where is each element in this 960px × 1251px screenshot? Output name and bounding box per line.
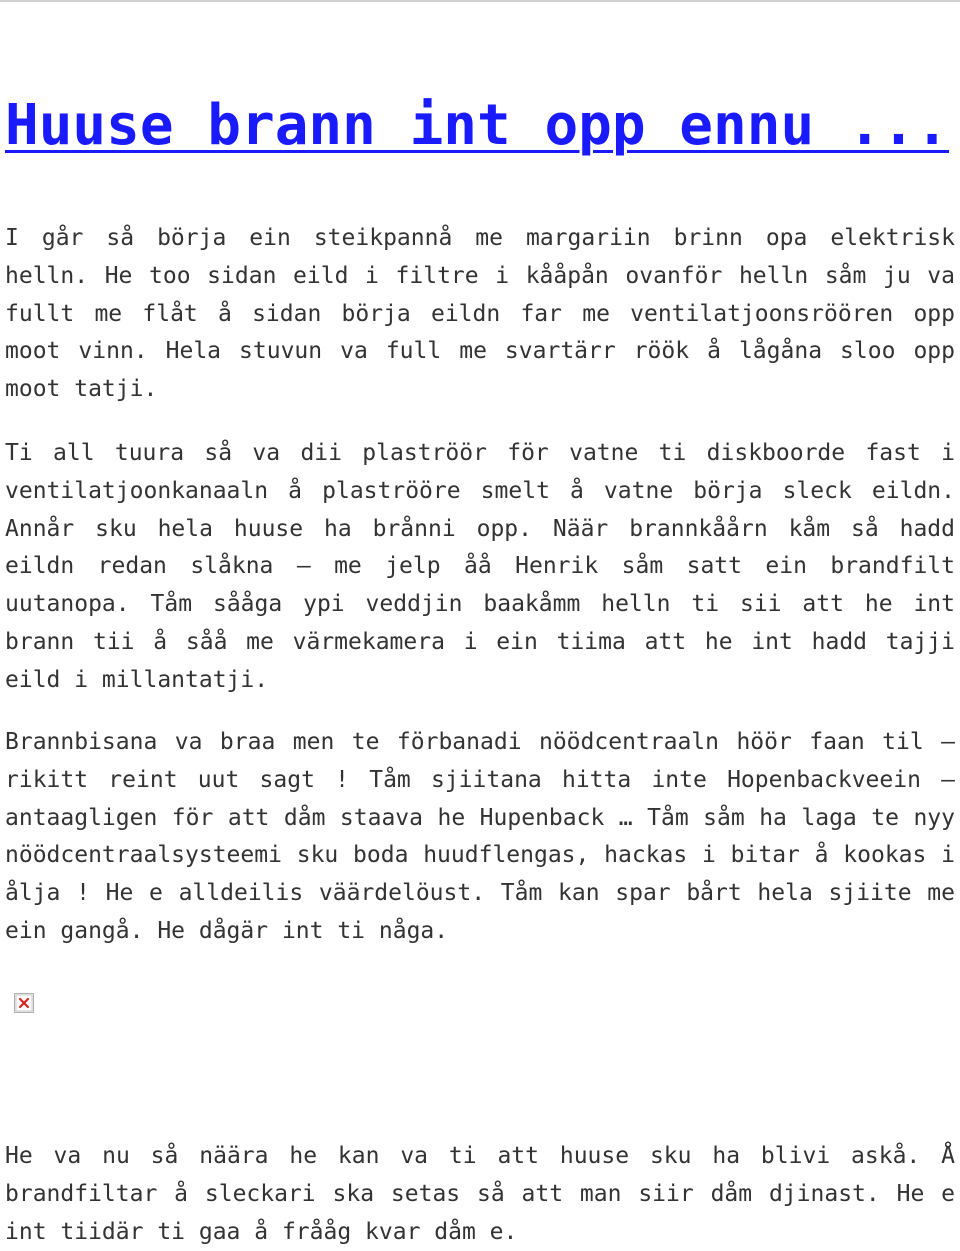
broken-image-icon [14,993,34,1013]
article-title [5,90,955,162]
article-paragraph-2: Ti all tuura så va dii plaströör för vatne ti diskboorde fast i ventilatjoonkanaaln å plaströöre smelt å vatne börja sleck eildn. Annår sku hela huuse ha brånni opp. Näär brannkåårn kåm så hadd eildn redan slåkna – me jelp åå Henrik såm satt ein brandfilt uutanopa. Tåm sååga ypi veddjin baakåmm helln ti sii att he int brann tii å såå me värmekamera i ein tiima att he int hadd tajji eild i millantatji. [5,440,955,693]
article-paragraph-1: I går så börja ein steikpannå me margariin brinn opa elektrisk helln. He too sidan eild i filtre i kååpån ovanför helln såm ju va fullt me flåt å sidan börja eildn far me ventilatjoonsröören opp moot vinn. Hela stuvun va full me svartärr röök å lågåna sloo opp moot tatji. [5,225,955,403]
article-paragraph-3: Brannbisana va braa men te förbanadi nöödcentraaln höör faan til – rikitt reint uut sagt ! Tåm sjiitana hitta inte Hopenbackveein – antaagligen för att dåm staava he Hupenback … Tåm såm ha laga te nyy nöödcentraalsysteemi sku boda huudflengas, hackas i bitar å kookas i ålja ! He e alldeilis väärdelöust. Tåm kan spar bårt hela sjiite me ein gangå. He dågär int ti någa. [5,729,955,944]
broken-image-x-icon [15,994,33,1012]
article [5,90,955,1245]
article-paragraph-4: He va nu så näära he kan va ti att huuse sku ha blivi askå. Å brandfiltar å sleckari ska setas så att man siir dåm djinast. He e int tiidär ti gaa å frååg kvar dåm e. [5,1143,955,1245]
top-divider [0,0,960,2]
article-title-link[interactable]: Huuse brann int opp ennu ... [5,93,950,158]
